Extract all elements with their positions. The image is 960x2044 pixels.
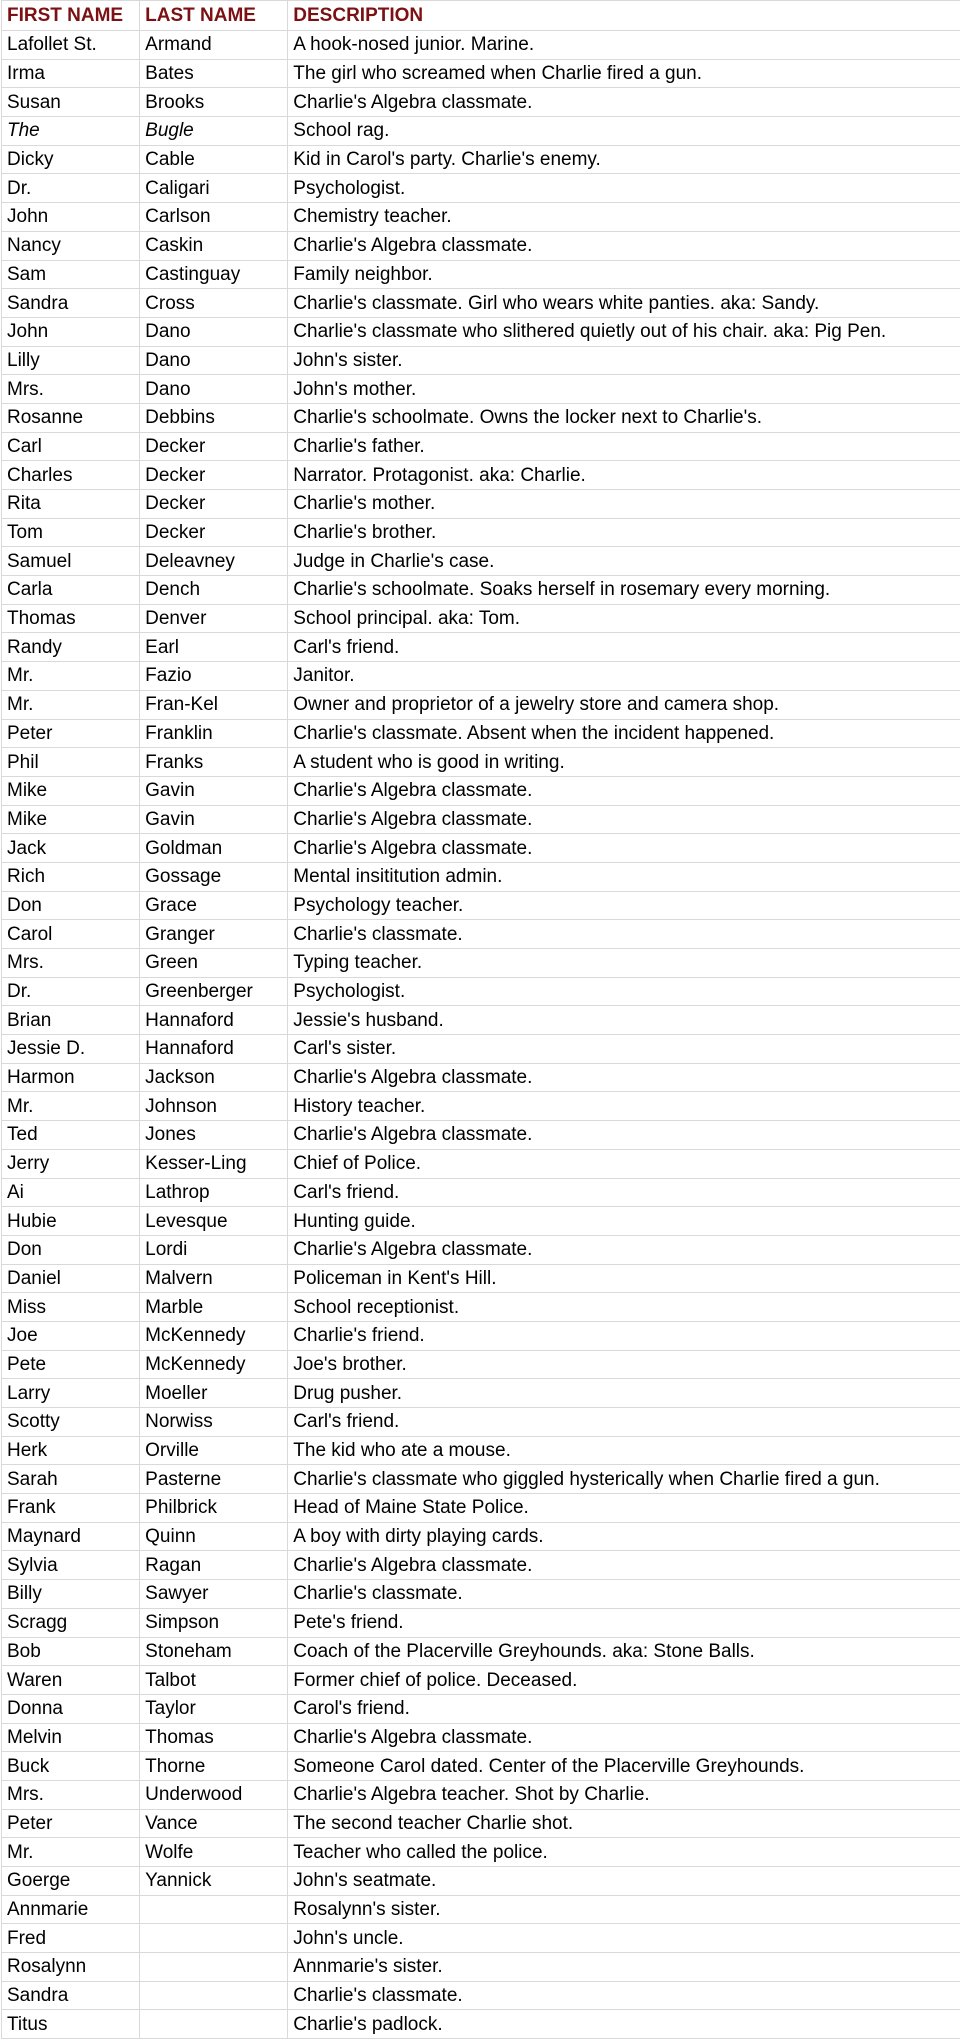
description-cell[interactable]: Mental insititution admin. (288, 862, 960, 891)
description-cell[interactable]: Charlie's classmate. Absent when the incident happened. (288, 719, 960, 748)
description-cell[interactable]: Teacher who called the police. (288, 1838, 960, 1867)
description-cell[interactable]: Joe's brother. (288, 1350, 960, 1379)
table-row (2, 805, 960, 834)
last-name-cell[interactable] (140, 2010, 288, 2039)
description-cell[interactable]: School rag. (288, 117, 960, 146)
table-row (2, 1321, 960, 1350)
first-name-cell[interactable]: Carl (2, 432, 140, 461)
first-name-cell[interactable]: Lafollet St. (2, 31, 140, 60)
first-name-cell[interactable]: Phil (2, 748, 140, 777)
table-row (2, 1522, 960, 1551)
description-cell[interactable]: Coach of the Placerville Greyhounds. aka: Stone Balls. (288, 1637, 960, 1666)
table-row (2, 1350, 960, 1379)
first-name-cell[interactable]: Melvin (2, 1723, 140, 1752)
last-name-cell[interactable]: Fazio (140, 662, 288, 691)
first-name-cell[interactable]: Hubie (2, 1207, 140, 1236)
first-name-cell[interactable]: Joe (2, 1321, 140, 1350)
first-name-cell[interactable]: Buck (2, 1752, 140, 1781)
description-cell[interactable]: Annmarie's sister. (288, 1953, 960, 1982)
first-name-cell[interactable]: Rosanne (2, 403, 140, 432)
header-row (2, 1, 960, 31)
description-cell[interactable]: Charlie's Algebra classmate. (288, 1121, 960, 1150)
first-name-cell[interactable]: Jerry (2, 1149, 140, 1178)
table-row (2, 145, 960, 174)
description-cell[interactable]: A hook-nosed junior. Marine. (288, 31, 960, 60)
first-name-cell[interactable]: Carla (2, 576, 140, 605)
description-cell[interactable]: Charlie's schoolmate. Soaks herself in rosemary every morning. (288, 576, 960, 605)
table-row (2, 1895, 960, 1924)
table-row (2, 1666, 960, 1695)
description-cell[interactable]: Pete's friend. (288, 1608, 960, 1637)
table-row (2, 174, 960, 203)
first-name-cell[interactable]: Rosalynn (2, 1953, 140, 1982)
first-name-cell[interactable]: Brian (2, 1006, 140, 1035)
column-header-first-name[interactable]: FIRST NAME (2, 1, 140, 31)
table-row (2, 949, 960, 978)
table-row (2, 317, 960, 346)
last-name-cell[interactable] (140, 1953, 288, 1982)
table-row (2, 604, 960, 633)
description-cell[interactable]: Psychologist. (288, 174, 960, 203)
description-cell[interactable]: Rosalynn's sister. (288, 1895, 960, 1924)
first-name-cell[interactable]: Scotty (2, 1408, 140, 1437)
last-name-cell[interactable]: Taylor (140, 1694, 288, 1723)
first-name-cell[interactable]: Jessie D. (2, 1035, 140, 1064)
description-cell[interactable]: Head of Maine State Police. (288, 1494, 960, 1523)
table-row (2, 1809, 960, 1838)
last-name-cell[interactable]: Caskin (140, 231, 288, 260)
first-name-cell[interactable]: Mr. (2, 662, 140, 691)
last-name-cell[interactable]: Malvern (140, 1264, 288, 1293)
first-name-cell[interactable]: Dr. (2, 174, 140, 203)
table-row (2, 1694, 960, 1723)
table-row (2, 1121, 960, 1150)
first-name-cell[interactable]: Billy (2, 1580, 140, 1609)
description-cell[interactable]: Chief of Police. (288, 1149, 960, 1178)
first-name-cell[interactable]: Herk (2, 1436, 140, 1465)
column-header-last-name[interactable]: LAST NAME (140, 1, 288, 31)
first-name-cell[interactable]: Miss (2, 1293, 140, 1322)
first-name-cell[interactable]: Samuel (2, 547, 140, 576)
description-cell[interactable]: Hunting guide. (288, 1207, 960, 1236)
characters-table (1, 0, 960, 2039)
table-row (2, 1608, 960, 1637)
table-row (2, 461, 960, 490)
table-row (2, 834, 960, 863)
first-name-cell[interactable]: Mr. (2, 1092, 140, 1121)
last-name-cell[interactable]: Caligari (140, 174, 288, 203)
last-name-cell[interactable] (140, 1895, 288, 1924)
description-cell[interactable]: Charlie's Algebra classmate. (288, 231, 960, 260)
description-cell[interactable]: Charlie's Algebra classmate. (288, 1235, 960, 1264)
description-cell[interactable]: Carl's sister. (288, 1035, 960, 1064)
table-row (2, 662, 960, 691)
last-name-cell[interactable]: Dench (140, 576, 288, 605)
first-name-cell[interactable]: Irma (2, 59, 140, 88)
first-name-cell[interactable]: Tom (2, 518, 140, 547)
description-cell[interactable]: A student who is good in writing. (288, 748, 960, 777)
description-cell[interactable]: A boy with dirty playing cards. (288, 1522, 960, 1551)
last-name-cell[interactable] (140, 1924, 288, 1953)
table-row (2, 203, 960, 232)
table-row (2, 1092, 960, 1121)
last-name-cell[interactable]: McKennedy (140, 1321, 288, 1350)
description-cell[interactable]: History teacher. (288, 1092, 960, 1121)
last-name-cell[interactable]: Castinguay (140, 260, 288, 289)
table-row (2, 748, 960, 777)
last-name-cell[interactable]: Thomas (140, 1723, 288, 1752)
last-name-cell[interactable]: Grace (140, 891, 288, 920)
description-cell[interactable]: Charlie's classmate. (288, 920, 960, 949)
table-row (2, 690, 960, 719)
last-name-cell[interactable]: Carlson (140, 203, 288, 232)
description-cell[interactable]: Family neighbor. (288, 260, 960, 289)
last-name-cell[interactable]: Decker (140, 432, 288, 461)
last-name-cell[interactable]: Philbrick (140, 1494, 288, 1523)
table-row (2, 1924, 960, 1953)
last-name-cell[interactable]: Gavin (140, 776, 288, 805)
first-name-cell[interactable]: Peter (2, 719, 140, 748)
last-name-cell[interactable]: Greenberger (140, 977, 288, 1006)
first-name-cell[interactable]: Mike (2, 776, 140, 805)
description-cell[interactable]: Kid in Carol's party. Charlie's enemy. (288, 145, 960, 174)
first-name-cell[interactable]: Sylvia (2, 1551, 140, 1580)
last-name-cell[interactable]: Franks (140, 748, 288, 777)
last-name-cell[interactable]: Dano (140, 317, 288, 346)
description-cell[interactable]: Charlie's schoolmate. Owns the locker next to Charlie's. (288, 403, 960, 432)
last-name-cell[interactable]: Brooks (140, 88, 288, 117)
last-name-cell[interactable]: Bugle (140, 117, 288, 146)
description-cell[interactable]: School principal. aka: Tom. (288, 604, 960, 633)
last-name-cell[interactable]: Underwood (140, 1780, 288, 1809)
table-row (2, 1551, 960, 1580)
first-name-cell[interactable]: Titus (2, 2010, 140, 2039)
last-name-cell[interactable]: Bates (140, 59, 288, 88)
description-cell[interactable]: Charlie's Algebra teacher. Shot by Charlie. (288, 1780, 960, 1809)
last-name-cell[interactable]: Marble (140, 1293, 288, 1322)
last-name-cell[interactable]: Green (140, 949, 288, 978)
first-name-cell[interactable]: Don (2, 891, 140, 920)
first-name-cell[interactable]: Thomas (2, 604, 140, 633)
description-cell[interactable]: Jessie's husband. (288, 1006, 960, 1035)
first-name-cell[interactable]: Sarah (2, 1465, 140, 1494)
last-name-cell[interactable]: Denver (140, 604, 288, 633)
last-name-cell[interactable]: Dano (140, 375, 288, 404)
table-row (2, 1637, 960, 1666)
description-cell[interactable]: Charlie's Algebra classmate. (288, 776, 960, 805)
description-cell[interactable]: School receptionist. (288, 1293, 960, 1322)
description-cell[interactable]: Charlie's Algebra classmate. (288, 1063, 960, 1092)
description-cell[interactable]: Charlie's classmate. Girl who wears white panties. aka: Sandy. (288, 289, 960, 318)
first-name-cell[interactable]: Peter (2, 1809, 140, 1838)
last-name-cell[interactable]: Hannaford (140, 1035, 288, 1064)
first-name-cell[interactable]: Dicky (2, 145, 140, 174)
table-row (2, 518, 960, 547)
first-name-cell[interactable]: Mrs. (2, 375, 140, 404)
description-cell[interactable]: Someone Carol dated. Center of the Placerville Greyhounds. (288, 1752, 960, 1781)
first-name-cell[interactable]: Scragg (2, 1608, 140, 1637)
table-row (2, 432, 960, 461)
table-row (2, 1035, 960, 1064)
table-row (2, 1293, 960, 1322)
table-row (2, 289, 960, 318)
last-name-cell[interactable]: Simpson (140, 1608, 288, 1637)
description-cell[interactable]: The girl who screamed when Charlie fired a gun. (288, 59, 960, 88)
table-row (2, 633, 960, 662)
last-name-cell[interactable]: Stoneham (140, 1637, 288, 1666)
description-cell[interactable]: Charlie's brother. (288, 518, 960, 547)
table-row (2, 776, 960, 805)
last-name-cell[interactable]: Thorne (140, 1752, 288, 1781)
first-name-cell[interactable]: Mr. (2, 690, 140, 719)
description-cell[interactable]: Psychology teacher. (288, 891, 960, 920)
first-name-cell[interactable]: Annmarie (2, 1895, 140, 1924)
last-name-cell[interactable]: Orville (140, 1436, 288, 1465)
description-cell[interactable]: John's mother. (288, 375, 960, 404)
last-name-cell[interactable]: Levesque (140, 1207, 288, 1236)
last-name-cell[interactable]: Lordi (140, 1235, 288, 1264)
table-row (2, 1953, 960, 1982)
first-name-cell[interactable]: Goerge (2, 1867, 140, 1896)
last-name-cell[interactable]: Sawyer (140, 1580, 288, 1609)
description-cell[interactable]: Charlie's Algebra classmate. (288, 834, 960, 863)
last-name-cell[interactable]: Yannick (140, 1867, 288, 1896)
first-name-cell[interactable]: Susan (2, 88, 140, 117)
last-name-cell[interactable]: Deleavney (140, 547, 288, 576)
table-row (2, 1063, 960, 1092)
last-name-cell[interactable]: Jones (140, 1121, 288, 1150)
table-row (2, 1006, 960, 1035)
description-cell[interactable]: Charlie's classmate who giggled hysterically when Charlie fired a gun. (288, 1465, 960, 1494)
last-name-cell[interactable] (140, 1981, 288, 2010)
table-row (2, 1408, 960, 1437)
last-name-cell[interactable]: Decker (140, 490, 288, 519)
table-row (2, 1379, 960, 1408)
table-row (2, 1436, 960, 1465)
description-cell[interactable]: Charlie's classmate who slithered quietly out of his chair. aka: Pig Pen. (288, 317, 960, 346)
table-row (2, 231, 960, 260)
last-name-cell[interactable]: Decker (140, 461, 288, 490)
description-cell[interactable]: The kid who ate a mouse. (288, 1436, 960, 1465)
last-name-cell[interactable]: Talbot (140, 1666, 288, 1695)
last-name-cell[interactable]: Wolfe (140, 1838, 288, 1867)
first-name-cell[interactable]: Waren (2, 1666, 140, 1695)
table-row (2, 1723, 960, 1752)
table-row (2, 862, 960, 891)
first-name-cell[interactable]: Rich (2, 862, 140, 891)
first-name-cell[interactable]: Sam (2, 260, 140, 289)
last-name-cell[interactable]: Cross (140, 289, 288, 318)
first-name-cell[interactable]: Sandra (2, 289, 140, 318)
table-row (2, 2010, 960, 2039)
table-row (2, 1981, 960, 2010)
description-cell[interactable]: Carl's friend. (288, 1178, 960, 1207)
last-name-cell[interactable]: Fran-Kel (140, 690, 288, 719)
first-name-cell[interactable]: John (2, 203, 140, 232)
first-name-cell[interactable]: Mike (2, 805, 140, 834)
last-name-cell[interactable]: Granger (140, 920, 288, 949)
first-name-cell[interactable]: Frank (2, 1494, 140, 1523)
last-name-cell[interactable]: Moeller (140, 1379, 288, 1408)
description-cell[interactable]: Drug pusher. (288, 1379, 960, 1408)
description-cell[interactable]: Charlie's friend. (288, 1321, 960, 1350)
last-name-cell[interactable]: Dano (140, 346, 288, 375)
first-name-cell[interactable]: Bob (2, 1637, 140, 1666)
first-name-cell[interactable]: Don (2, 1235, 140, 1264)
first-name-cell[interactable]: Larry (2, 1379, 140, 1408)
table-row (2, 1235, 960, 1264)
first-name-cell[interactable]: Ted (2, 1121, 140, 1150)
description-cell[interactable]: Former chief of police. Deceased. (288, 1666, 960, 1695)
description-cell[interactable]: Carl's friend. (288, 633, 960, 662)
description-cell[interactable]: Narrator. Protagonist. aka: Charlie. (288, 461, 960, 490)
last-name-cell[interactable]: Vance (140, 1809, 288, 1838)
first-name-cell[interactable]: Charles (2, 461, 140, 490)
last-name-cell[interactable]: Pasterne (140, 1465, 288, 1494)
last-name-cell[interactable]: Cable (140, 145, 288, 174)
table-row (2, 59, 960, 88)
first-name-cell[interactable]: Carol (2, 920, 140, 949)
table-row (2, 1580, 960, 1609)
description-cell[interactable]: Policeman in Kent's Hill. (288, 1264, 960, 1293)
last-name-cell[interactable]: Debbins (140, 403, 288, 432)
table-row (2, 1780, 960, 1809)
table-row (2, 1465, 960, 1494)
table-row (2, 346, 960, 375)
last-name-cell[interactable]: Hannaford (140, 1006, 288, 1035)
table-row (2, 1838, 960, 1867)
description-cell[interactable]: Charlie's Algebra classmate. (288, 88, 960, 117)
last-name-cell[interactable]: Quinn (140, 1522, 288, 1551)
last-name-cell[interactable]: Ragan (140, 1551, 288, 1580)
description-cell[interactable]: Charlie's Algebra classmate. (288, 1551, 960, 1580)
table-row (2, 1867, 960, 1896)
description-cell[interactable]: Charlie's padlock. (288, 2010, 960, 2039)
description-cell[interactable]: Carol's friend. (288, 1694, 960, 1723)
first-name-cell[interactable]: Daniel (2, 1264, 140, 1293)
first-name-cell[interactable]: Harmon (2, 1063, 140, 1092)
table-row (2, 547, 960, 576)
description-cell[interactable]: Typing teacher. (288, 949, 960, 978)
first-name-cell[interactable]: The (2, 117, 140, 146)
description-cell[interactable]: The second teacher Charlie shot. (288, 1809, 960, 1838)
last-name-cell[interactable]: Gavin (140, 805, 288, 834)
last-name-cell[interactable]: Decker (140, 518, 288, 547)
description-cell[interactable]: Charlie's father. (288, 432, 960, 461)
first-name-cell[interactable]: Mr. (2, 1838, 140, 1867)
table-row (2, 920, 960, 949)
table-row (2, 403, 960, 432)
description-cell[interactable]: Charlie's classmate. (288, 1580, 960, 1609)
table-row (2, 891, 960, 920)
first-name-cell[interactable]: Sandra (2, 1981, 140, 2010)
description-cell[interactable]: Owner and proprietor of a jewelry store and camera shop. (288, 690, 960, 719)
first-name-cell[interactable]: Pete (2, 1350, 140, 1379)
last-name-cell[interactable]: Johnson (140, 1092, 288, 1121)
first-name-cell[interactable]: Mrs. (2, 1780, 140, 1809)
table-row (2, 260, 960, 289)
description-cell[interactable]: John's sister. (288, 346, 960, 375)
description-cell[interactable]: Charlie's classmate. (288, 1981, 960, 2010)
table-row (2, 1178, 960, 1207)
first-name-cell[interactable]: Rita (2, 490, 140, 519)
column-header-description[interactable]: DESCRIPTION (288, 1, 960, 31)
last-name-cell[interactable]: Kesser-Ling (140, 1149, 288, 1178)
description-cell[interactable]: Charlie's Algebra classmate. (288, 805, 960, 834)
first-name-cell[interactable]: Ai (2, 1178, 140, 1207)
description-cell[interactable]: Charlie's Algebra classmate. (288, 1723, 960, 1752)
description-cell[interactable]: Psychologist. (288, 977, 960, 1006)
description-cell[interactable]: Chemistry teacher. (288, 203, 960, 232)
table-row (2, 117, 960, 146)
table-row (2, 490, 960, 519)
description-cell[interactable]: John's uncle. (288, 1924, 960, 1953)
table-row (2, 576, 960, 605)
table-row (2, 719, 960, 748)
last-name-cell[interactable]: Norwiss (140, 1408, 288, 1437)
first-name-cell[interactable]: Dr. (2, 977, 140, 1006)
last-name-cell[interactable]: Armand (140, 31, 288, 60)
first-name-cell[interactable]: Maynard (2, 1522, 140, 1551)
last-name-cell[interactable]: Gossage (140, 862, 288, 891)
last-name-cell[interactable]: Franklin (140, 719, 288, 748)
table-row (2, 1149, 960, 1178)
first-name-cell[interactable]: Randy (2, 633, 140, 662)
first-name-cell[interactable]: John (2, 317, 140, 346)
description-cell[interactable]: Judge in Charlie's case. (288, 547, 960, 576)
table-row (2, 1752, 960, 1781)
table-row (2, 1207, 960, 1236)
last-name-cell[interactable]: McKennedy (140, 1350, 288, 1379)
last-name-cell[interactable]: Goldman (140, 834, 288, 863)
first-name-cell[interactable]: Fred (2, 1924, 140, 1953)
description-cell[interactable]: Charlie's mother. (288, 490, 960, 519)
table-row (2, 88, 960, 117)
description-cell[interactable]: Janitor. (288, 662, 960, 691)
last-name-cell[interactable]: Earl (140, 633, 288, 662)
last-name-cell[interactable]: Lathrop (140, 1178, 288, 1207)
description-cell[interactable]: Carl's friend. (288, 1408, 960, 1437)
last-name-cell[interactable]: Jackson (140, 1063, 288, 1092)
table-row (2, 31, 960, 60)
table-row (2, 977, 960, 1006)
first-name-cell[interactable]: Jack (2, 834, 140, 863)
table-row (2, 375, 960, 404)
first-name-cell[interactable]: Nancy (2, 231, 140, 260)
table-row (2, 1494, 960, 1523)
first-name-cell[interactable]: Donna (2, 1694, 140, 1723)
description-cell[interactable]: John's seatmate. (288, 1867, 960, 1896)
first-name-cell[interactable]: Mrs. (2, 949, 140, 978)
first-name-cell[interactable]: Lilly (2, 346, 140, 375)
table-row (2, 1264, 960, 1293)
